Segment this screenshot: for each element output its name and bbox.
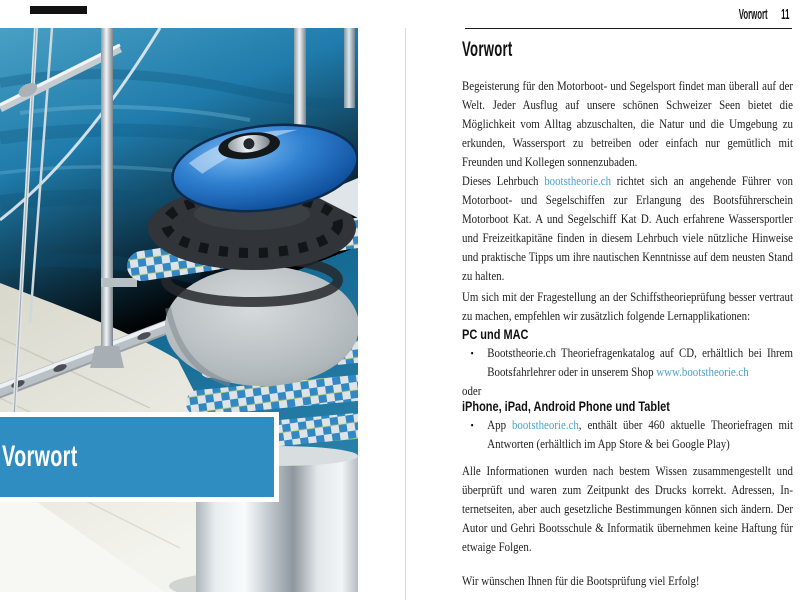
text-segment: Dieses Lehrbuch [462, 174, 545, 188]
heading-text: iPhone, iPad, Android Phone und Tablet [462, 398, 670, 414]
text-segment: oder [462, 384, 482, 398]
list-item [462, 416, 793, 454]
heading-text: PC und MAC [462, 326, 529, 342]
chapter-banner-fill [0, 417, 274, 497]
page-title [462, 39, 793, 61]
paragraph [462, 77, 793, 172]
heading-text: Vorwort [462, 38, 513, 61]
running-head-page-number: 11 [780, 6, 789, 23]
paragraph [462, 288, 793, 326]
text-segment: Alle Informationen wurden nach bestem Wissen zusammengestellt und überprüft und waren zum Zeitpunkt des Drucks korrekt. Adressen, Internetseiten, aber auch gesetzliche Bestimmungen können sich ändern. Der Autor und Gehri Bootsschule & Informatik übernehmen keine Haftung für etwaige Folgen. [462, 464, 793, 554]
text-segment: , enthält über 460 aktuelle Theoriefragen mit Antworten (erhältlich im App Store & bei Google Play) [487, 418, 793, 451]
chapter-banner-label: Vorwort [2, 440, 78, 473]
bullet-square-icon: ▪ [470, 420, 474, 430]
text-segment: Begeisterung für den Motorboot- und Segelsport findet man überall auf der Welt. Jeder Ausflug auf unsere schönen Schweizer Seen bietet die Möglichkeit vom Alltag abzuschalten, die Natur und die Umgebung zu erkunden, Wassersport zu betreiben oder einfach nur gemütlich mit Freunden und Kollegen sonnenzubaden. [462, 79, 793, 169]
winch-photo-illustration [0, 28, 358, 592]
bullet-square-icon: ▪ [470, 348, 474, 358]
content-blocks [462, 0, 793, 600]
sailboat-winch-photo [0, 28, 358, 592]
list-item [462, 344, 793, 382]
paragraph [462, 172, 793, 286]
text-segment: App [487, 418, 512, 432]
text-segment: Wir wünschen Ihnen für die Bootsprüfung viel Erfolg! [462, 574, 700, 588]
section-heading [462, 325, 793, 344]
inline-link[interactable]: www.bootstheorie.ch [656, 365, 749, 379]
text-segment: Bootstheorie.ch Theoriefragenkatalog auf CD, erhältlich bei Ihrem Bootsfahrlehrer oder in unserem Shop [487, 346, 793, 379]
left-page-header-bar [30, 6, 87, 14]
text-segment: Um sich mit der Fragestellung an der Schiffstheorieprüfung besser vertraut zu machen, empfehlen wir zusätzlich folgende Lernapplikationen: [462, 290, 793, 323]
running-head-chapter: Vorwort [738, 6, 768, 23]
chapter-banner [0, 412, 279, 502]
text-segment: richtet sich an angehende Führer von Motorboot- und Segelschiffen zur Erlangung des Bootsführerschein Motorboot Kat. A und Segelschiff Kat D. Auch erfahrene Wassersportler und Freizeitkapitäne finden in diesem Lehrbuch viele nützliche Hinweise und praktische Tipps um ihre nautischen Kenntnisse auf dem neusten Stand zu halten. [462, 174, 793, 283]
inline-link[interactable]: bootstheorie.ch [511, 418, 579, 432]
paragraph [462, 572, 793, 591]
inline-link[interactable]: bootstheorie.ch [544, 174, 612, 188]
section-heading [462, 397, 793, 416]
page-gutter-divider [405, 28, 406, 600]
paragraph [462, 462, 793, 557]
